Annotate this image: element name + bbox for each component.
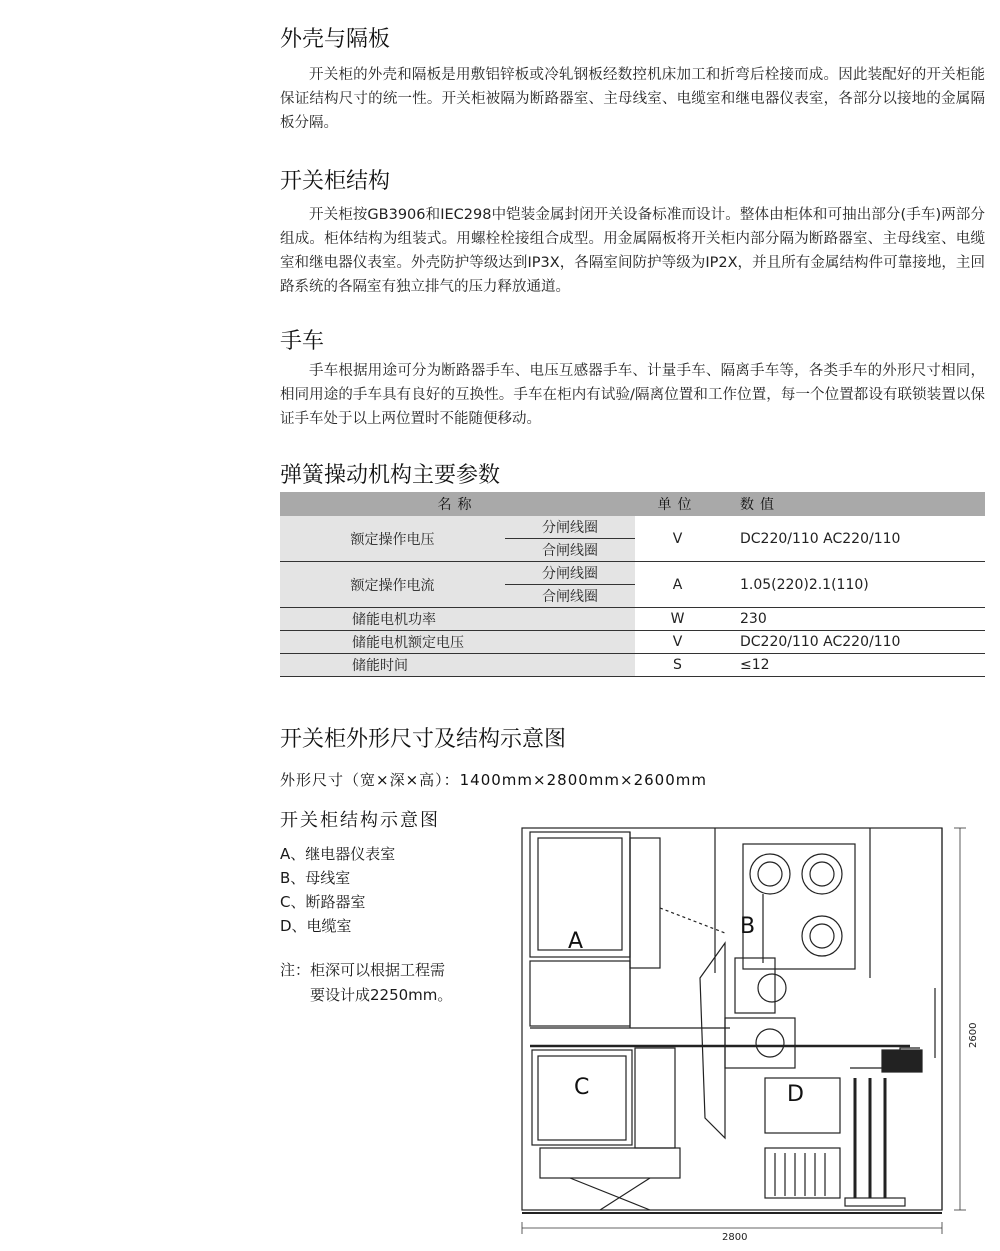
section-body-structure: 开关柜按GB3906和IEC298中铠装金属封闭开关设备标准而设计。整体由柜体和可抽出部分(手车)两部分组成。柜体结构为组装式。用螺栓栓接组合成型。用金属隔板将开关柜内部分隔为断路器室、主母线室、电缆室和继电器仪表室。外壳防护等级达到IP3X，各隔室间防护等级为IP2X，并且所有金属结构件可靠接地，主回路系统的各隔室有独立排气的压力释放通道。	[280, 207, 985, 295]
param-name: 储能电机额定电压	[280, 631, 635, 654]
label-a: A	[568, 929, 584, 954]
param-value: 1.05(220)2.1(110)	[740, 576, 869, 593]
param-sub: 分闸线圈	[505, 516, 635, 539]
param-unit: V	[672, 530, 683, 547]
param-unit: V	[672, 634, 683, 650]
section-title-params: 弹簧操动机构主要参数	[280, 463, 501, 488]
header-value: 数值	[720, 492, 985, 516]
depth-note	[280, 958, 452, 1008]
param-unit: S	[673, 657, 682, 673]
label-c: C	[574, 1075, 590, 1100]
diagram-legend	[280, 842, 395, 938]
table-row	[280, 631, 985, 654]
param-unit: A	[672, 576, 683, 593]
legend-item: B、母线室	[280, 869, 351, 887]
cabinet-outline	[522, 828, 942, 1210]
param-name: 额定操作电压	[280, 516, 505, 562]
size-line: 外形尺寸（宽×深×高）：1400mm×2800mm×2600mm	[280, 771, 707, 789]
param-sub: 分闸线圈	[505, 562, 635, 585]
label-d: D	[787, 1082, 804, 1107]
diagram-title: 开关柜结构示意图	[280, 810, 440, 831]
param-name: 储能时间	[280, 654, 635, 677]
param-sub: 合闸线圈	[505, 585, 635, 608]
section-body-truck: 手车根据用途可分为断路器手车、电压互感器手车、计量手车、隔离手车等，各类手车的外形尺寸相同，相同用途的手车具有良好的互换性。手车在柜内有试验/隔离位置和工作位置，每一个位置都设有联锁装置以保证手车处于以上两位置时不能随便移动。	[280, 363, 985, 427]
header-name: 名称	[280, 492, 635, 516]
section-body-shell: 开关柜的外壳和隔板是用敷铝锌板或冷轧钢板经数控机床加工和折弯后栓接而成。因此装配好的开关柜能保证结构尺寸的统一性。开关柜被隔为断路器室、主母线室、电缆室和继电器仪表室，各部分以接地的金属隔板分隔。	[280, 67, 985, 131]
section-title-shell: 外壳与隔板	[280, 27, 391, 52]
params-table	[280, 492, 985, 677]
dimension-depth-label: 2800	[722, 1232, 748, 1243]
param-sub: 合闸线圈	[505, 539, 635, 562]
note-line-2: 要设计成2250mm。	[310, 986, 453, 1004]
param-value: DC220/110 AC220/110	[740, 530, 901, 547]
section-title-truck: 手车	[280, 329, 325, 354]
params-header-row	[280, 492, 985, 516]
table-row	[280, 608, 985, 631]
section-title-structure: 开关柜结构	[280, 169, 391, 194]
param-value: DC220/110 AC220/110	[740, 634, 901, 650]
param-name: 储能电机功率	[280, 608, 635, 631]
legend-item: D、电缆室	[280, 917, 352, 935]
legend-item: C、断路器室	[280, 893, 366, 911]
label-b: B	[740, 914, 756, 939]
param-unit: W	[670, 611, 685, 627]
table-row	[280, 562, 985, 585]
note-line-1: 注：柜深可以根据工程需	[280, 961, 446, 979]
dimension-height-label: 2600	[968, 1022, 979, 1048]
param-value: 230	[740, 611, 767, 627]
switchgear-diagram	[510, 818, 990, 1243]
param-value: ≤12	[740, 657, 770, 673]
legend-item: A、继电器仪表室	[280, 845, 396, 863]
param-name: 额定操作电流	[280, 562, 505, 608]
table-row	[280, 516, 985, 539]
section-title-dimensions: 开关柜外形尺寸及结构示意图	[280, 727, 567, 752]
header-unit: 单位	[635, 492, 720, 516]
table-row	[280, 654, 985, 677]
